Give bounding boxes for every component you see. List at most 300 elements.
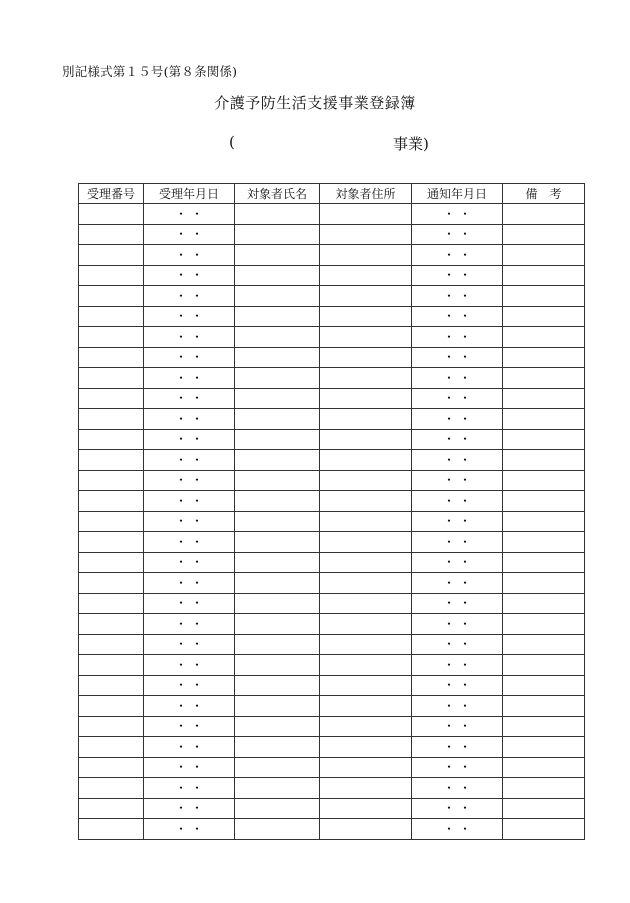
subject-name-cell[interactable]	[235, 593, 320, 614]
date-separators	[443, 679, 471, 691]
date-separators	[175, 228, 203, 240]
remarks-cell[interactable]	[503, 388, 585, 409]
remarks-cell[interactable]	[503, 224, 585, 245]
receipt-number-cell[interactable]	[79, 491, 144, 512]
date-separators	[175, 761, 203, 773]
subject-name-cell[interactable]	[235, 286, 320, 307]
receipt-number-cell[interactable]	[79, 696, 144, 717]
subject-name-cell[interactable]	[235, 634, 320, 655]
date-separators	[175, 679, 203, 691]
subject-name-cell[interactable]	[235, 409, 320, 430]
receipt-number-cell[interactable]	[79, 593, 144, 614]
receipt-number-cell[interactable]	[79, 388, 144, 409]
receipt-date-cell[interactable]	[144, 819, 235, 840]
subject-name-cell[interactable]	[235, 737, 320, 758]
date-separator-dot: ・	[175, 596, 188, 611]
date-separators	[443, 290, 471, 302]
business-name-field[interactable]	[246, 133, 386, 153]
table-body	[79, 204, 585, 840]
date-separator-dot: ・	[175, 780, 188, 795]
remarks-cell[interactable]	[503, 368, 585, 389]
receipt-number-cell[interactable]	[79, 470, 144, 491]
date-separator-dot: ・	[443, 821, 456, 836]
date-separator-dot: ・	[443, 657, 456, 672]
date-separators	[175, 310, 203, 322]
notice-date-cell[interactable]	[412, 737, 503, 758]
date-separators	[175, 638, 203, 650]
subject-name-cell[interactable]	[235, 675, 320, 696]
notice-date-cell[interactable]	[412, 798, 503, 819]
receipt-date-cell[interactable]	[144, 737, 235, 758]
date-separator-dot: ・	[443, 575, 456, 590]
table-row	[79, 409, 585, 430]
notice-date-cell[interactable]	[412, 347, 503, 368]
receipt-number-cell[interactable]	[79, 306, 144, 327]
subject-address-cell[interactable]	[320, 778, 412, 799]
subject-address-cell[interactable]	[320, 368, 412, 389]
notice-date-cell[interactable]	[412, 552, 503, 573]
receipt-number-cell[interactable]	[79, 716, 144, 737]
subject-name-cell[interactable]	[235, 798, 320, 819]
remarks-cell[interactable]	[503, 696, 585, 717]
date-separators	[443, 228, 471, 240]
date-separator-dot: ・	[190, 391, 203, 406]
table-row	[79, 798, 585, 819]
receipt-number-cell[interactable]	[79, 265, 144, 286]
date-separators	[443, 761, 471, 773]
notice-date-cell[interactable]	[412, 593, 503, 614]
notice-date-cell[interactable]	[412, 450, 503, 471]
receipt-number-cell[interactable]	[79, 737, 144, 758]
date-separator-dot: ・	[175, 534, 188, 549]
date-separators	[175, 474, 203, 486]
date-separators	[443, 659, 471, 671]
subject-address-cell[interactable]	[320, 614, 412, 635]
notice-date-cell[interactable]	[412, 429, 503, 450]
table-row	[79, 245, 585, 266]
receipt-number-cell[interactable]	[79, 368, 144, 389]
date-separator-dot: ・	[190, 493, 203, 508]
date-separator-dot: ・	[458, 534, 471, 549]
date-separator-dot: ・	[443, 288, 456, 303]
remarks-cell[interactable]	[503, 573, 585, 594]
subject-name-cell[interactable]	[235, 573, 320, 594]
subject-address-cell[interactable]	[320, 347, 412, 368]
date-separator-dot: ・	[458, 227, 471, 242]
date-separator-dot: ・	[175, 678, 188, 693]
receipt-date-cell[interactable]	[144, 450, 235, 471]
receipt-number-cell[interactable]	[79, 532, 144, 553]
receipt-date-cell[interactable]	[144, 347, 235, 368]
date-separator-dot: ・	[190, 719, 203, 734]
receipt-number-cell[interactable]	[79, 429, 144, 450]
remarks-cell[interactable]	[503, 409, 585, 430]
notice-date-cell[interactable]	[412, 409, 503, 430]
business-name-line	[0, 133, 630, 155]
date-separators	[175, 208, 203, 220]
remarks-cell[interactable]	[503, 450, 585, 471]
remarks-cell[interactable]	[503, 327, 585, 348]
date-separator-dot: ・	[190, 370, 203, 385]
date-separator-dot: ・	[190, 780, 203, 795]
notice-date-cell[interactable]	[412, 655, 503, 676]
table-row	[79, 224, 585, 245]
date-separator-dot: ・	[175, 411, 188, 426]
date-separator-dot: ・	[458, 247, 471, 262]
receipt-date-cell[interactable]	[144, 511, 235, 532]
receipt-date-cell[interactable]	[144, 306, 235, 327]
receipt-date-cell[interactable]	[144, 696, 235, 717]
notice-date-cell[interactable]	[412, 265, 503, 286]
notice-date-cell[interactable]	[412, 532, 503, 553]
receipt-number-cell[interactable]	[79, 655, 144, 676]
date-separators	[175, 372, 203, 384]
remarks-cell[interactable]	[503, 716, 585, 737]
date-separator-dot: ・	[175, 698, 188, 713]
registration-table	[78, 183, 585, 840]
date-separator-dot: ・	[190, 329, 203, 344]
receipt-number-cell[interactable]	[79, 634, 144, 655]
date-separator-dot: ・	[458, 678, 471, 693]
notice-date-cell[interactable]	[412, 224, 503, 245]
date-separator-dot: ・	[443, 719, 456, 734]
subject-name-cell[interactable]	[235, 327, 320, 348]
subject-name-cell[interactable]	[235, 368, 320, 389]
date-separator-dot: ・	[443, 350, 456, 365]
date-separator-dot: ・	[175, 657, 188, 672]
subject-address-cell[interactable]	[320, 204, 412, 225]
date-separator-dot: ・	[190, 534, 203, 549]
date-separator-dot: ・	[190, 616, 203, 631]
subject-address-cell[interactable]	[320, 491, 412, 512]
receipt-date-cell[interactable]	[144, 675, 235, 696]
remarks-cell[interactable]	[503, 491, 585, 512]
receipt-number-cell[interactable]	[79, 286, 144, 307]
date-separator-dot: ・	[458, 657, 471, 672]
subject-name-cell[interactable]	[235, 614, 320, 635]
receipt-date-cell[interactable]	[144, 245, 235, 266]
date-separator-dot: ・	[458, 821, 471, 836]
receipt-number-cell[interactable]	[79, 327, 144, 348]
date-separator-dot: ・	[190, 473, 203, 488]
subject-name-cell[interactable]	[235, 491, 320, 512]
receipt-number-cell[interactable]	[79, 573, 144, 594]
table-row	[79, 696, 585, 717]
receipt-number-cell[interactable]	[79, 347, 144, 368]
receipt-number-cell[interactable]	[79, 798, 144, 819]
subject-address-cell[interactable]	[320, 286, 412, 307]
date-separator-dot: ・	[175, 288, 188, 303]
remarks-cell[interactable]	[503, 593, 585, 614]
date-separator-dot: ・	[190, 247, 203, 262]
date-separators	[175, 269, 203, 281]
receipt-number-cell[interactable]	[79, 245, 144, 266]
subject-name-cell[interactable]	[235, 757, 320, 778]
date-separators	[175, 556, 203, 568]
notice-date-cell[interactable]	[412, 204, 503, 225]
subject-address-cell[interactable]	[320, 532, 412, 553]
date-separator-dot: ・	[443, 206, 456, 221]
subject-name-cell[interactable]	[235, 204, 320, 225]
receipt-date-cell[interactable]	[144, 532, 235, 553]
remarks-cell[interactable]	[503, 532, 585, 553]
date-separators	[443, 823, 471, 835]
remarks-cell[interactable]	[503, 819, 585, 840]
receipt-date-cell[interactable]	[144, 655, 235, 676]
receipt-number-cell[interactable]	[79, 409, 144, 430]
date-separator-dot: ・	[175, 227, 188, 242]
header-receipt-number: 受理番号	[79, 184, 144, 204]
subject-name-cell[interactable]	[235, 429, 320, 450]
receipt-number-cell[interactable]	[79, 819, 144, 840]
subject-address-cell[interactable]	[320, 450, 412, 471]
date-separators	[175, 782, 203, 794]
remarks-cell[interactable]	[503, 737, 585, 758]
subject-name-cell[interactable]	[235, 696, 320, 717]
receipt-number-cell[interactable]	[79, 511, 144, 532]
date-separator-dot: ・	[458, 206, 471, 221]
notice-date-cell[interactable]	[412, 573, 503, 594]
subject-name-cell[interactable]	[235, 532, 320, 553]
notice-date-cell[interactable]	[412, 327, 503, 348]
remarks-cell[interactable]	[503, 286, 585, 307]
date-separator-dot: ・	[458, 780, 471, 795]
subject-address-cell[interactable]	[320, 511, 412, 532]
subject-name-cell[interactable]	[235, 655, 320, 676]
receipt-date-cell[interactable]	[144, 204, 235, 225]
date-separator-dot: ・	[458, 329, 471, 344]
date-separator-dot: ・	[175, 432, 188, 447]
notice-date-cell[interactable]	[412, 368, 503, 389]
date-separator-dot: ・	[443, 391, 456, 406]
document-title: 介護予防生活支援事業登録簿	[214, 94, 416, 112]
receipt-date-cell[interactable]	[144, 388, 235, 409]
subject-address-cell[interactable]	[320, 245, 412, 266]
subject-name-cell[interactable]	[235, 716, 320, 737]
subject-address-cell[interactable]	[320, 265, 412, 286]
date-separator-dot: ・	[190, 288, 203, 303]
date-separator-dot: ・	[175, 309, 188, 324]
notice-date-cell[interactable]	[412, 491, 503, 512]
subject-address-cell[interactable]	[320, 552, 412, 573]
date-separator-dot: ・	[175, 329, 188, 344]
notice-date-cell[interactable]	[412, 675, 503, 696]
notice-date-cell[interactable]	[412, 511, 503, 532]
notice-date-cell[interactable]	[412, 757, 503, 778]
date-separator-dot: ・	[175, 616, 188, 631]
table-row	[79, 634, 585, 655]
notice-date-cell[interactable]	[412, 245, 503, 266]
date-separators	[443, 351, 471, 363]
subject-address-cell[interactable]	[320, 470, 412, 491]
date-separator-dot: ・	[458, 288, 471, 303]
subject-address-cell[interactable]	[320, 716, 412, 737]
receipt-date-cell[interactable]	[144, 757, 235, 778]
table-row	[79, 778, 585, 799]
notice-date-cell[interactable]	[412, 696, 503, 717]
notice-date-cell[interactable]	[412, 614, 503, 635]
receipt-date-cell[interactable]	[144, 265, 235, 286]
remarks-cell[interactable]	[503, 614, 585, 635]
date-separators	[443, 310, 471, 322]
receipt-number-cell[interactable]	[79, 614, 144, 635]
subject-name-cell[interactable]	[235, 306, 320, 327]
receipt-date-cell[interactable]	[144, 327, 235, 348]
date-separators	[443, 392, 471, 404]
subject-address-cell[interactable]	[320, 798, 412, 819]
remarks-cell[interactable]	[503, 245, 585, 266]
receipt-date-cell[interactable]	[144, 778, 235, 799]
remarks-cell[interactable]	[503, 798, 585, 819]
subject-name-cell[interactable]	[235, 470, 320, 491]
receipt-date-cell[interactable]	[144, 614, 235, 635]
receipt-date-cell[interactable]	[144, 716, 235, 737]
subject-address-cell[interactable]	[320, 224, 412, 245]
subject-address-cell[interactable]	[320, 696, 412, 717]
date-separator-dot: ・	[443, 760, 456, 775]
table-row	[79, 511, 585, 532]
subject-address-cell[interactable]	[320, 634, 412, 655]
subject-name-cell[interactable]	[235, 347, 320, 368]
remarks-cell[interactable]	[503, 470, 585, 491]
notice-date-cell[interactable]	[412, 286, 503, 307]
receipt-number-cell[interactable]	[79, 204, 144, 225]
subject-name-cell[interactable]	[235, 511, 320, 532]
receipt-number-cell[interactable]	[79, 675, 144, 696]
date-separators	[175, 495, 203, 507]
receipt-date-cell[interactable]	[144, 491, 235, 512]
date-separator-dot: ・	[458, 411, 471, 426]
date-separator-dot: ・	[190, 309, 203, 324]
receipt-date-cell[interactable]	[144, 470, 235, 491]
subject-address-cell[interactable]	[320, 327, 412, 348]
date-separator-dot: ・	[458, 555, 471, 570]
date-separator-dot: ・	[190, 657, 203, 672]
receipt-number-cell[interactable]	[79, 757, 144, 778]
date-separators	[175, 720, 203, 732]
notice-date-cell[interactable]	[412, 716, 503, 737]
date-separator-dot: ・	[175, 370, 188, 385]
remarks-cell[interactable]	[503, 511, 585, 532]
remarks-cell[interactable]	[503, 552, 585, 573]
date-separators	[175, 823, 203, 835]
notice-date-cell[interactable]	[412, 388, 503, 409]
date-separator-dot: ・	[443, 309, 456, 324]
remarks-cell[interactable]	[503, 778, 585, 799]
subject-address-cell[interactable]	[320, 737, 412, 758]
date-separator-dot: ・	[443, 227, 456, 242]
remarks-cell[interactable]	[503, 204, 585, 225]
remarks-cell[interactable]	[503, 429, 585, 450]
receipt-date-cell[interactable]	[144, 552, 235, 573]
table-row	[79, 532, 585, 553]
subject-name-cell[interactable]	[235, 552, 320, 573]
date-separators	[443, 577, 471, 589]
subject-address-cell[interactable]	[320, 675, 412, 696]
notice-date-cell[interactable]	[412, 634, 503, 655]
remarks-cell[interactable]	[503, 347, 585, 368]
date-separator-dot: ・	[458, 739, 471, 754]
date-separators	[443, 700, 471, 712]
subject-name-cell[interactable]	[235, 388, 320, 409]
receipt-date-cell[interactable]	[144, 593, 235, 614]
receipt-date-cell[interactable]	[144, 798, 235, 819]
table-row	[79, 470, 585, 491]
table-row	[79, 819, 585, 840]
receipt-date-cell[interactable]	[144, 634, 235, 655]
table-row	[79, 388, 585, 409]
subject-address-cell[interactable]	[320, 593, 412, 614]
date-separators	[443, 597, 471, 609]
date-separator-dot: ・	[443, 780, 456, 795]
table-row	[79, 757, 585, 778]
receipt-date-cell[interactable]	[144, 286, 235, 307]
subject-address-cell[interactable]	[320, 655, 412, 676]
receipt-number-cell[interactable]	[79, 450, 144, 471]
date-separator-dot: ・	[175, 719, 188, 734]
receipt-date-cell[interactable]	[144, 368, 235, 389]
subject-address-cell[interactable]	[320, 388, 412, 409]
subject-name-cell[interactable]	[235, 778, 320, 799]
date-separators	[443, 249, 471, 261]
remarks-cell[interactable]	[503, 265, 585, 286]
receipt-number-cell[interactable]	[79, 552, 144, 573]
receipt-date-cell[interactable]	[144, 224, 235, 245]
subject-address-cell[interactable]	[320, 306, 412, 327]
date-separator-dot: ・	[190, 821, 203, 836]
date-separators	[443, 556, 471, 568]
subject-address-cell[interactable]	[320, 429, 412, 450]
date-separator-dot: ・	[458, 616, 471, 631]
subject-name-cell[interactable]	[235, 265, 320, 286]
remarks-cell[interactable]	[503, 655, 585, 676]
remarks-cell[interactable]	[503, 306, 585, 327]
remarks-cell[interactable]	[503, 634, 585, 655]
receipt-date-cell[interactable]	[144, 573, 235, 594]
subject-address-cell[interactable]	[320, 819, 412, 840]
subject-address-cell[interactable]	[320, 757, 412, 778]
subject-name-cell[interactable]	[235, 245, 320, 266]
table-row	[79, 573, 585, 594]
receipt-number-cell[interactable]	[79, 778, 144, 799]
notice-date-cell[interactable]	[412, 306, 503, 327]
date-separators	[175, 597, 203, 609]
date-separator-dot: ・	[443, 247, 456, 262]
notice-date-cell[interactable]	[412, 470, 503, 491]
subject-name-cell[interactable]	[235, 224, 320, 245]
date-separator-dot: ・	[190, 698, 203, 713]
notice-date-cell[interactable]	[412, 778, 503, 799]
date-separator-dot: ・	[443, 534, 456, 549]
receipt-date-cell[interactable]	[144, 409, 235, 430]
subject-name-cell[interactable]	[235, 450, 320, 471]
date-separators	[175, 392, 203, 404]
business-suffix: 事業)	[393, 135, 429, 153]
notice-date-cell[interactable]	[412, 819, 503, 840]
date-separator-dot: ・	[458, 719, 471, 734]
receipt-date-cell[interactable]	[144, 429, 235, 450]
subject-address-cell[interactable]	[320, 409, 412, 430]
remarks-cell[interactable]	[503, 675, 585, 696]
date-separator-dot: ・	[458, 514, 471, 529]
receipt-number-cell[interactable]	[79, 224, 144, 245]
subject-name-cell[interactable]	[235, 819, 320, 840]
date-separators	[443, 782, 471, 794]
date-separator-dot: ・	[190, 596, 203, 611]
remarks-cell[interactable]	[503, 757, 585, 778]
date-separators	[175, 802, 203, 814]
subject-address-cell[interactable]	[320, 573, 412, 594]
